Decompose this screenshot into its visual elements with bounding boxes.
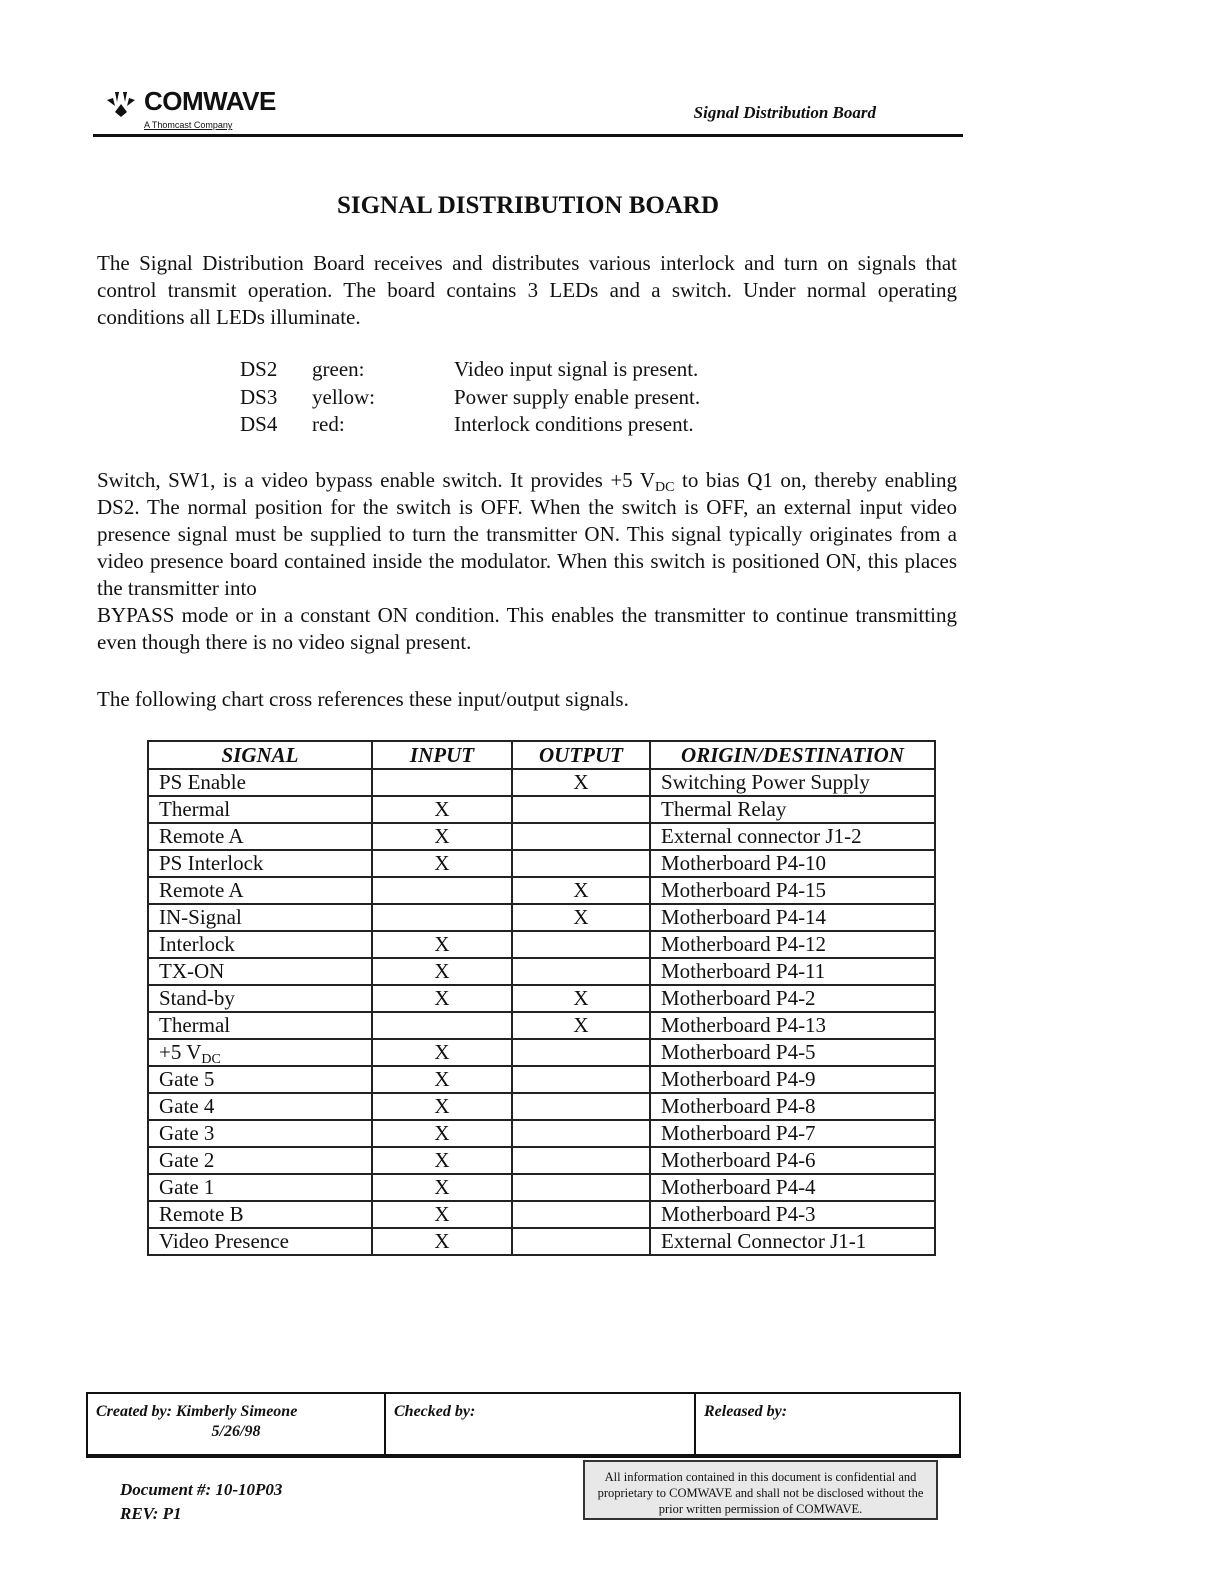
led-description: Power supply enable present. [454,384,701,409]
destination-cell: Motherboard P4-6 [650,1147,935,1174]
destination-cell: Motherboard P4-3 [650,1201,935,1228]
destination-cell: Motherboard P4-14 [650,904,935,931]
signal-cell: Gate 3 [148,1120,372,1147]
output-cell [512,850,650,877]
header-input: INPUT [372,741,512,769]
checked-by-cell [386,1394,696,1454]
table-row [148,850,935,877]
switch-text-part1: Switch, SW1, is a video bypass enable switch. It provides +5 V [97,468,655,492]
signal-cell: Remote A [148,877,372,904]
signal-cell: TX-ON [148,958,372,985]
input-cell: X [372,958,512,985]
output-cell: X [512,877,650,904]
output-cell [512,958,650,985]
destination-cell: Motherboard P4-2 [650,985,935,1012]
led-color: yellow: [312,384,375,409]
input-cell: X [372,850,512,877]
chart-intro: The following chart cross references these input/output signals. [97,687,629,711]
output-cell [512,1093,650,1120]
output-cell [512,1039,650,1066]
intro-paragraph: The Signal Distribution Board receives and distributes various interlock and turn on signals that control transmit operation. The board contains 3 LEDs and a switch. Under normal operating conditions all LEDs illuminate. [97,251,957,329]
output-cell: X [512,985,650,1012]
output-cell: X [512,1012,650,1039]
created-by-cell [88,1394,386,1454]
signal-table [147,740,936,1256]
table-row [148,1012,935,1039]
input-cell: X [372,1147,512,1174]
signal-cell: Remote B [148,1201,372,1228]
output-cell [512,1147,650,1174]
table-row [148,985,935,1012]
led-color: green: [312,357,365,381]
input-cell: X [372,1228,512,1255]
signal-cell [148,1039,372,1066]
table-row [148,769,935,796]
destination-cell: Motherboard P4-10 [650,850,935,877]
header-output: OUTPUT [512,741,650,769]
output-cell [512,823,650,850]
output-cell [512,1174,650,1201]
destination-cell: Motherboard P4-11 [650,958,935,985]
output-cell [512,1228,650,1255]
input-cell: X [372,1039,512,1066]
led-id: DS4 [240,412,278,436]
table-row [148,1093,935,1120]
output-cell [512,931,650,958]
destination-cell: Motherboard P4-12 [650,931,935,958]
released-by-cell [696,1394,959,1454]
destination-cell: Motherboard P4-7 [650,1120,935,1147]
table-row [148,1201,935,1228]
table-row [148,1120,935,1147]
input-cell [372,1012,512,1039]
switch-paragraph [97,467,957,656]
switch-text-part3: BYPASS mode or in a constant ON condition. This enables the transmitter to continue transmitting even though there is no video signal present. [97,603,957,654]
vdc-subscript: DC [201,1052,221,1067]
signal-cell: Remote A [148,823,372,850]
output-cell [512,1201,650,1228]
document-info [120,1478,282,1526]
led-description: Interlock conditions present. [454,412,694,436]
destination-cell: Motherboard P4-8 [650,1093,935,1120]
input-cell: X [372,823,512,850]
signal-name: +5 V [159,1040,202,1064]
led-row [240,412,700,440]
header-signal: SIGNAL [148,741,372,769]
output-cell [512,1066,650,1093]
header-doc-title: Signal Distribution Board [693,103,876,122]
table-row [148,1147,935,1174]
table-row [148,1174,935,1201]
header-divider [93,134,963,137]
revision: REV: P1 [120,1504,182,1523]
led-row [240,385,700,413]
input-cell: X [372,1093,512,1120]
destination-cell: External Connector J1-1 [650,1228,935,1255]
signal-cell: Stand-by [148,985,372,1012]
destination-cell: External connector J1-2 [650,823,935,850]
table-row [148,1039,935,1066]
logo-subtitle: A Thomcast Company [144,120,233,130]
table-row [148,1066,935,1093]
led-description: Video input signal is present. [454,357,699,381]
header-origin-destination: ORIGIN/DESTINATION [650,741,935,769]
created-by: Created by: Kimberly Simeone [96,1403,298,1420]
input-cell: X [372,985,512,1012]
input-cell [372,769,512,796]
table-row [148,823,935,850]
table-row [148,904,935,931]
comwave-logo-icon [104,90,138,118]
switch-text-part2: to bias Q1 on, thereby enabling DS2. The normal position for the switch is OFF. When the switch is OFF, an external input video presence signal must be supplied to turn the transmitter ON. This signal typically originates from a video presence board contained inside the modulator. When this switch is positioned ON, this places the transmitter into [97,468,958,600]
signal-cell: PS Interlock [148,850,372,877]
signal-cell: Thermal [148,1012,372,1039]
signal-cell: PS Enable [148,769,372,796]
destination-cell: Motherboard P4-15 [650,877,935,904]
page-title: SIGNAL DISTRIBUTION BOARD [336,192,720,219]
destination-cell: Motherboard P4-5 [650,1039,935,1066]
input-cell: X [372,1201,512,1228]
signal-cell: Video Presence [148,1228,372,1255]
signal-cell: Gate 1 [148,1174,372,1201]
checked-by: Checked by: [394,1403,476,1420]
input-cell [372,904,512,931]
destination-cell: Motherboard P4-9 [650,1066,935,1093]
destination-cell: Switching Power Supply [650,769,935,796]
table-header-row [148,741,935,769]
confidentiality-notice: All information contained in this document is confidential and proprietary to COMWAVE and shall not be disclosed without the prior written permission of COMWAVE. [583,1460,938,1520]
table-row [148,796,935,823]
led-color: red: [312,412,345,436]
destination-cell: Motherboard P4-13 [650,1012,935,1039]
logo-text: COMWAVE [144,86,276,116]
signal-cell: Gate 4 [148,1093,372,1120]
table-row [148,931,935,958]
input-cell: X [372,1174,512,1201]
released-by: Released by: [704,1403,788,1420]
input-cell: X [372,796,512,823]
led-id: DS3 [240,384,278,409]
signal-cell: Interlock [148,931,372,958]
signal-cell: Gate 2 [148,1147,372,1174]
destination-cell: Motherboard P4-4 [650,1174,935,1201]
output-cell: X [512,904,650,931]
led-id: DS2 [240,357,278,381]
led-list [240,357,700,440]
table-row [148,1228,935,1255]
input-cell: X [372,1066,512,1093]
signal-cell: Thermal [148,796,372,823]
output-cell: X [512,769,650,796]
input-cell: X [372,931,512,958]
output-cell [512,796,650,823]
table-row [148,958,935,985]
vdc-subscript: DC [655,480,675,495]
signal-cell: IN-Signal [148,904,372,931]
signoff-box [86,1392,961,1458]
created-date: 5/26/98 [211,1423,261,1440]
output-cell [512,1120,650,1147]
table-row [148,877,935,904]
destination-cell: Thermal Relay [650,796,935,823]
document-number: Document #: 10-10P03 [120,1480,283,1499]
signal-cell: Gate 5 [148,1066,372,1093]
input-cell [372,877,512,904]
led-row [240,357,700,385]
input-cell: X [372,1120,512,1147]
